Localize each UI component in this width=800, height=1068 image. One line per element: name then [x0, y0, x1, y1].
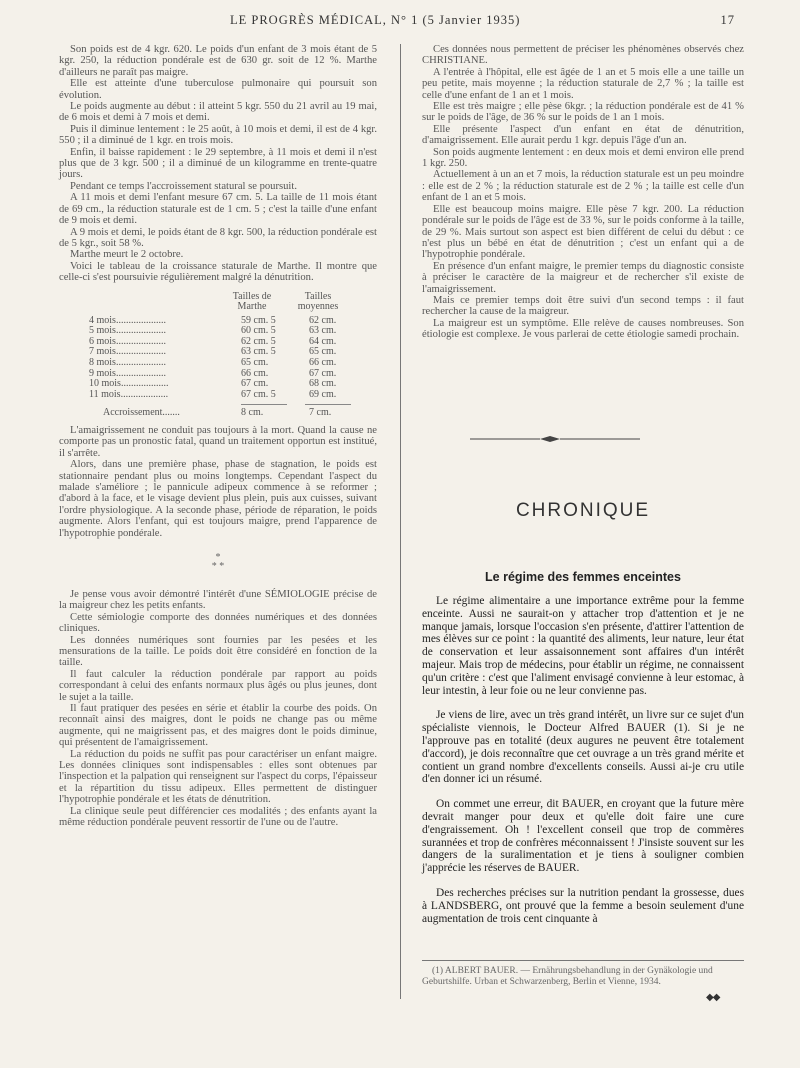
row-month: 4 mois....................	[89, 315, 166, 326]
article-paragraph: On commet une erreur, dit BAUER, en croyant que la future mère devrait manger pour deux et qu'elle doit faire une cure d'engraissement. Oh ! l'excellent conseil que trop de commères surannées et trop de confrères méconnaissent ! J'insiste souvent sur les dangers de la suralimentation et je tiens à souligner combien j'apprécie les réserves de BAUER.	[422, 798, 744, 875]
col-header-moyennes: Tailles moyennes	[297, 290, 339, 313]
paragraph: La clinique seule peut différencier ces modalités ; des enfants ayant la même réduction pondérale peuvent ressortir de l'une ou de l'autre.	[59, 805, 377, 829]
paragraph: En présence d'un enfant maigre, le premier temps du diagnostic consiste à préciser le caractère de la maigreur et de rechercher s'il existe de l'amaigrissement.	[422, 260, 744, 295]
paragraph: Elle est atteinte d'une tuberculose pulmonaire qui poursuit son évolution.	[59, 78, 377, 101]
row-moyennes: 63 cm.	[309, 325, 337, 337]
paragraph: Marthe meurt le 2 octobre.	[70, 249, 184, 261]
row-month: 11 mois...................	[89, 389, 169, 400]
paragraph: Les données numériques sont fournies par les pesées et les mensurations de la taille. Le poids doit être considéré en fonction de la taille.	[59, 634, 377, 669]
paragraph: Voici le tableau de la croissance staturale de Marthe. Il montre que celle-ci s'est poursuivie régulièrement malgré la dénutrition.	[59, 260, 377, 284]
paragraph: Elle est très maigre ; elle pèse 6kgr. ; la réduction pondérale est de 41 % sur le poids de l'âge, de 36 % sur le poids de 1 an 1 mois.	[422, 101, 744, 124]
paragraph: Pendant ce temps l'accroissement statural se poursuit.	[70, 180, 297, 192]
row-moyennes: 65 cm.	[309, 346, 337, 358]
row-month: 6 mois....................	[89, 336, 166, 347]
article-title: Le régime des femmes enceintes	[485, 570, 681, 584]
row-moyennes: 69 cm.	[309, 388, 337, 400]
table-rules	[89, 404, 351, 405]
paragraph: Il faut calculer la réduction pondérale par rapport au poids correspondant à celui des enfants normaux plus âgés ou plus jeunes, dont le sujet a la taille.	[59, 668, 377, 703]
left-paragraphs-bottom	[59, 589, 377, 829]
paragraph: Son poids est de 4 kgr. 620. Le poids d'un enfant de 3 mois étant de 5 kgr. 250, la réduction pondérale est de 630 gr. soit de 12 %. Marthe d'ailleurs ne paraît pas maigre.	[59, 44, 377, 78]
page-number: 17	[720, 13, 735, 27]
paragraph: A l'entrée à l'hôpital, elle est âgée de 1 an et 5 mois elle a une taille un peu petite, mais moyenne ; la réduction staturale de 2,7 % ; la taille est celle d'une enfant de 1 an et 1 mois.	[422, 66, 744, 101]
paragraph: Elle est beaucoup moins maigre. Elle pèse 7 kgr. 200. La réduction pondérale sur le poids de l'âge est de 33 %, sur le poids conforme à la taille, de 29 %. Mais surtout son aspect est bien différent de celui du début : ce n'est plus un bébé en état de dénutrition ; c'est un enfant qui a de l'hypotrophie pondérale.	[422, 203, 744, 261]
footnote-text: (1) ALBERT BAUER. — Ernährungsbehandlung in der Gynäkologie und Geburtshilfe. Urban et Schwarzenberg, Berlin et Vienne, 1934.	[422, 966, 713, 987]
right-column	[422, 44, 744, 341]
total-marthe: 8 cm.	[241, 407, 264, 419]
paragraph: La réduction du poids ne suffit pas pour caractériser un enfant maigre. Les données cliniques sont indispensables : elles sont obtenues par l'inspection et la palpation qui renseignent sur l'aspect du corps, l'épaisseur et la répartition du tissu adipeux. Elles permettent de distinguer l'hypotrophie pondérale et les états de dénutrition.	[59, 748, 377, 806]
paragraph: Ces données nous permettent de préciser les phénomènes observés chez CHRISTIANE.	[422, 44, 744, 67]
col-header-marthe: Tailles de Marthe	[232, 290, 272, 313]
row-marthe: 65 cm.	[241, 356, 269, 368]
paragraph: Cette sémiologie comporte des données numériques et des données cliniques.	[59, 611, 377, 635]
table-total-row	[89, 408, 351, 419]
paragraph: Le poids augmente au début : il atteint 5 kgr. 550 du 21 avril au 19 mai, de 6 mois et demi à 7 mois et demi.	[59, 101, 377, 124]
paragraph: Son poids augmente lentement : en deux mois et demi environ elle prend 1 kgr. 250.	[422, 146, 744, 170]
left-paragraphs-top	[59, 44, 377, 284]
row-marthe: 59 cm. 5	[241, 314, 276, 326]
article-body	[422, 595, 744, 925]
row-month: 5 mois....................	[89, 326, 166, 337]
article-paragraph: Des recherches précises sur la nutrition pendant la grossesse, dues à LANDSBERG, ont prouvé que la femme a besoin seulement d'une augmentation de trois cent cinquante à	[422, 886, 744, 925]
row-moyennes: 67 cm.	[309, 367, 337, 379]
section-title: CHRONIQUE	[515, 500, 651, 521]
right-paragraphs-top	[422, 44, 744, 341]
row-month: 10 mois...................	[89, 379, 169, 390]
paragraph: A 9 mois et demi, le poids étant de 8 kgr. 500, la réduction pondérale est de 5 kgr., soit 58 %.	[59, 226, 377, 249]
paragraph: Elle présente l'aspect d'un enfant en état de dénutrition, d'amaigrissement. Elle aurait perdu 1 kgr. depuis l'âge d'un an.	[422, 123, 744, 147]
left-column	[59, 44, 377, 828]
paragraph: La maigreur est un symptôme. Elle relève de causes nombreuses. Son étiologie est complexe. Je vous parlerai de cette étiologie samedi prochain.	[422, 317, 744, 341]
paragraph: Puis il diminue lentement : le 25 août, à 10 mois et demi, il est de 4 kgr. 550 ; il a diminué de 1 kgr. en trois mois.	[59, 123, 377, 147]
row-month: 7 mois....................	[89, 347, 166, 358]
paragraph: Mais ce premier temps doit être suivi d'un second temps : il faut rechercher la cause de la maigreur.	[422, 294, 744, 318]
article-paragraph: Je viens de lire, avec un très grand intérêt, un livre sur ce sujet d'un spécialiste viennois, le Docteur Alfred BAUER (1). Si je ne l'approuve pas en totalité (deux augures ne peuvent être totalement d'accord), je dois reconnaître que cet ouvrage a un très grand mérite et contient un grand nombre d'excellents conseils. Aussi ai-je cru utile d'en donner ici un résumé.	[422, 709, 744, 786]
footnote	[422, 966, 744, 987]
article-paragraph: Le régime alimentaire a une importance extrême pour la femme enceinte. Aussi ne saurait-on y attacher trop d'attention et je ne manque jamais, lorsque l'occasion s'en présente, d'attirer l'attention de mes élèves sur ce point : la quantité des aliments, leur nature, leur état de conservation et leur assaisonnement sont affaires d'un intérêt majeur. Mais trop de médecins, pour établir un régime, ne connaissent qu'un critère : c'est que l'aliment envisagé convienne à leur estomac, à leur intestin, à leur foie ou ne leur convienne pas.	[422, 595, 744, 697]
paragraph: Alors, dans une première phase, phase de stagnation, le poids est stationnaire pendant plus ou moins longtemps. Cependant l'aspect du malade s'améliore ; le pannicule adipeux commence à se reformer ; d'abord à la face, et le visage devient plus plein, puis aux cuisses, suivant l'ordre physiologique. A la seconde phase, période de réparation, le poids augmente. Alors l'enfant, qui est toujours maigre, prend l'apparence de l'hypotrophie pondérale.	[59, 459, 377, 539]
footnote-rule	[422, 960, 744, 961]
row-marthe: 67 cm. 5	[241, 388, 276, 400]
row-month: 9 mois....................	[89, 368, 166, 379]
row-moyennes: 62 cm.	[309, 314, 337, 326]
row-marthe: 62 cm. 5	[241, 335, 276, 347]
row-marthe: 66 cm.	[241, 367, 269, 379]
asterism: * * *	[211, 551, 225, 572]
growth-table-header	[89, 292, 351, 316]
row-moyennes: 68 cm.	[309, 378, 337, 390]
paragraph: A 11 mois et demi l'enfant mesure 67 cm. 5. La taille de 11 mois étant de 69 cm., la réduction staturale est de 1 cm. 5 ; c'est la taille d'une enfant de 9 mois et demi.	[59, 192, 377, 227]
row-marthe: 60 cm. 5	[241, 325, 276, 337]
end-mark: ◆◆	[706, 992, 720, 1003]
table-row	[89, 390, 351, 401]
row-moyennes: 64 cm.	[309, 335, 337, 347]
row-moyennes: 66 cm.	[309, 356, 337, 368]
running-title: LE PROGRÈS MÉDICAL, N° 1 (5 Janvier 1935)	[230, 13, 521, 27]
column-divider	[400, 44, 401, 999]
growth-table	[89, 292, 351, 419]
total-moyennes: 7 cm.	[309, 407, 332, 419]
left-paragraphs-mid	[59, 425, 377, 539]
row-marthe: 63 cm. 5	[241, 346, 276, 358]
paragraph: Je pense vous avoir démontré l'intérêt d'une SÉMIOLOGIE précise de la maigreur chez les petits enfants.	[59, 588, 377, 612]
total-label: Accroissement.......	[103, 408, 180, 419]
table-row	[89, 358, 351, 369]
paragraph: Enfin, il baisse rapidement : le 29 septembre, à 11 mois et demi il n'est plus que de 3 kgr. 500 ; il a diminué de un kilogramme en trente-quatre jours.	[59, 146, 377, 181]
paragraph: Il faut pratiquer des pesées en série et établir la courbe des poids. On reconnaît ainsi des maigres, dont le poids ne change pas ou même augmente, qui ne maigrissent pas, et des maigres dont le poids diminue, qui présentent de l'amaigrissement.	[59, 703, 377, 749]
growth-table-rows	[89, 316, 351, 401]
paragraph: Actuellement à un an et 7 mois, la réduction staturale est un peu moindre : elle est de 2 % ; la réduction staturale est de 2 % ; la taille est celle d'un enfant de 1 an et 5 mois.	[422, 169, 744, 204]
row-month: 8 mois....................	[89, 357, 166, 368]
ornament-divider	[470, 433, 640, 445]
page-header	[80, 13, 735, 33]
row-marthe: 67 cm.	[241, 378, 269, 390]
paragraph: L'amaigrissement ne conduit pas toujours à la mort. Quand la cause ne comporte pas un pronostic fatal, quand un traitement opportun est institué, il s'arrête.	[59, 424, 377, 459]
